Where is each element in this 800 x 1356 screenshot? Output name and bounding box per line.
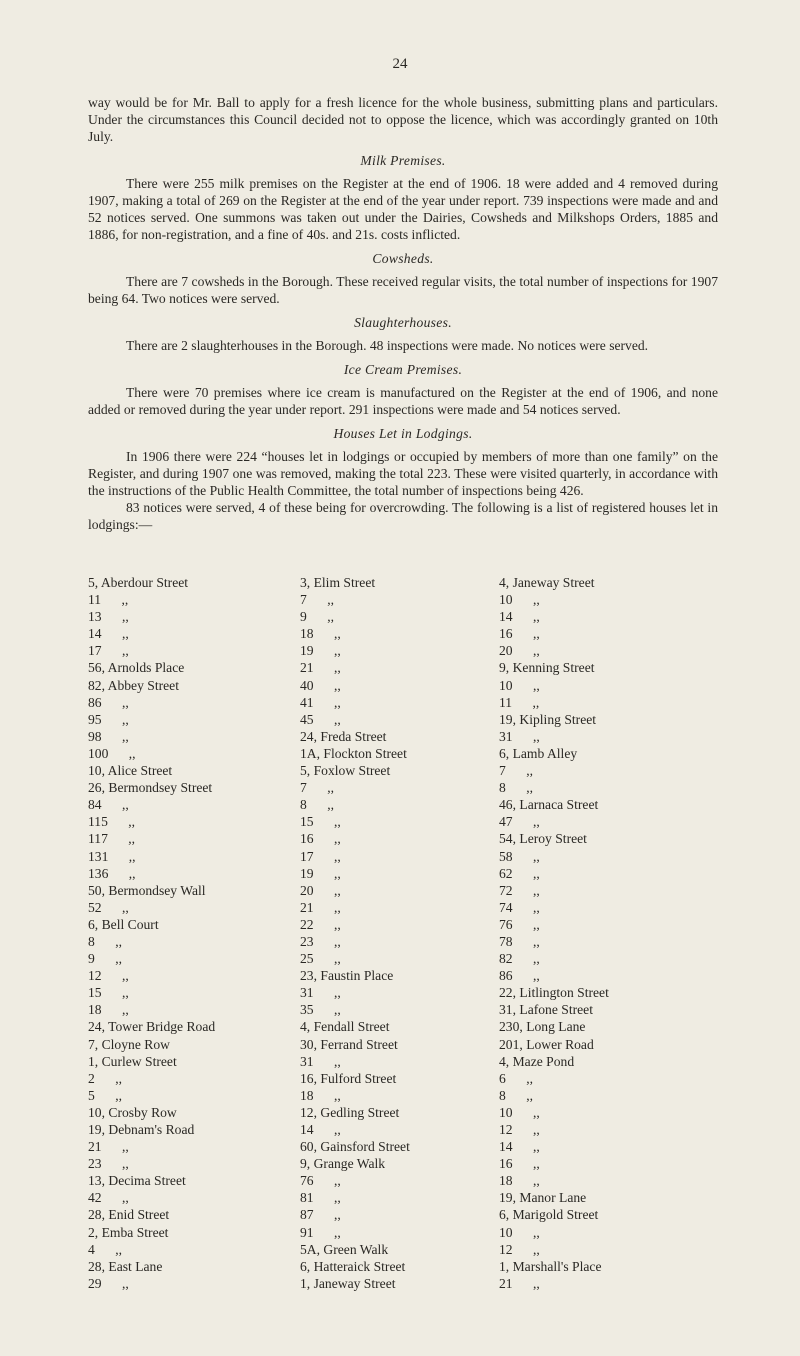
list-row bbox=[88, 1258, 718, 1275]
house-entry: 17 ,, bbox=[88, 643, 129, 659]
house-entry: 16 ,, bbox=[300, 831, 341, 847]
house-entry: 52 ,, bbox=[88, 899, 129, 915]
house-entry: 8 ,, bbox=[300, 797, 334, 813]
house-entry: 16 ,, bbox=[499, 626, 540, 642]
house-entry: 2, Emba Street bbox=[88, 1224, 169, 1240]
house-entry: 6, Hatteraick Street bbox=[300, 1258, 406, 1274]
house-entry: 82, Abbey Street bbox=[88, 677, 179, 693]
house-entry: 19 ,, bbox=[300, 865, 341, 881]
house-entry: 16, Fulford Street bbox=[300, 1070, 397, 1086]
house-entry: 12 ,, bbox=[88, 968, 129, 984]
house-entry: 21 ,, bbox=[88, 1139, 129, 1155]
house-entry: 12 ,, bbox=[499, 1241, 540, 1257]
house-entry: 91 ,, bbox=[300, 1224, 341, 1240]
house-entry: 21 ,, bbox=[300, 660, 341, 676]
list-row bbox=[88, 1241, 718, 1258]
house-entry: 19, Manor Lane bbox=[499, 1190, 587, 1206]
house-entry: 14 ,, bbox=[499, 609, 540, 625]
house-entry: 7 ,, bbox=[300, 780, 334, 796]
house-entry: 131 ,, bbox=[88, 848, 136, 864]
house-entry: 5, Foxlow Street bbox=[300, 763, 391, 779]
house-entry: 14 ,, bbox=[499, 1139, 540, 1155]
list-row bbox=[88, 779, 718, 796]
house-entry: 23 ,, bbox=[300, 933, 341, 949]
house-entry: 8 ,, bbox=[88, 933, 122, 949]
house-entry: 14 ,, bbox=[300, 1122, 341, 1137]
house-entry: 74 ,, bbox=[499, 899, 540, 915]
house-entry: 10 ,, bbox=[499, 1224, 540, 1240]
house-entry: 9, Kenning Street bbox=[499, 660, 595, 676]
house-entry: 7, Cloyne Row bbox=[88, 1036, 170, 1052]
house-entry: 56, Arnolds Place bbox=[88, 660, 185, 676]
house-entry: 16 ,, bbox=[499, 1156, 540, 1172]
milk-premises-paragraph: There were 255 milk premises on the Register at the end of 1906. 18 were added and 4 removed during 1907, making a total of 269 on the Register at the end of the year under report. 739 inspections were made and and 52 notices served. One summons was taken out under the Dairies, Cowsheds and Milkshops Orders, 1885 and 1886, for non-registration, and a fine of 40s. and 21s. costs inflicted. bbox=[88, 176, 718, 242]
house-entry: 10 ,, bbox=[499, 677, 540, 693]
house-entry: 13, Decima Street bbox=[88, 1173, 186, 1189]
house-entry: 86 ,, bbox=[499, 968, 540, 984]
house-entry: 4 ,, bbox=[88, 1241, 122, 1257]
list-row bbox=[88, 899, 718, 916]
house-entry: 11 ,, bbox=[499, 694, 540, 710]
house-entry: 15 ,, bbox=[88, 985, 129, 1001]
house-entry: 230, Long Lane bbox=[499, 1019, 586, 1035]
house-entry: 84 ,, bbox=[88, 797, 129, 813]
list-row bbox=[88, 591, 718, 608]
house-entry: 45 ,, bbox=[300, 711, 341, 727]
house-entry: 10, Alice Street bbox=[88, 763, 173, 779]
house-entry: 18 ,, bbox=[499, 1173, 540, 1189]
house-entry: 4, Maze Pond bbox=[499, 1053, 575, 1069]
house-entry: 11 ,, bbox=[88, 592, 129, 608]
house-entry: 5 ,, bbox=[88, 1087, 122, 1103]
house-entry: 29 ,, bbox=[88, 1275, 129, 1291]
house-entry: 25 ,, bbox=[300, 951, 341, 967]
house-entry: 9 ,, bbox=[88, 951, 122, 967]
house-entry: 6 ,, bbox=[499, 1070, 533, 1086]
intro-paragraph: way would be for Mr. Ball to apply for a fresh licence for the whole business, submitting plans and particulars. Under the circumstances this Council decided not to oppose the licence, which was accordingly granted on 10th July. bbox=[88, 95, 718, 144]
house-entry: 46, Larnaca Street bbox=[499, 797, 599, 813]
house-entry: 50, Bermondsey Wall bbox=[88, 882, 206, 898]
house-entry: 40 ,, bbox=[300, 677, 341, 693]
house-entry: 47 ,, bbox=[499, 814, 540, 830]
house-entry: 6, Lamb Alley bbox=[499, 745, 578, 761]
house-entry: 18 ,, bbox=[88, 1002, 129, 1018]
house-entry: 22, Litlington Street bbox=[499, 985, 609, 1001]
house-entry: 1A, Flockton Street bbox=[300, 745, 407, 761]
house-entry: 201, Lower Road bbox=[499, 1036, 594, 1052]
list-row bbox=[88, 830, 718, 847]
list-row bbox=[88, 1087, 718, 1104]
house-entry: 14 ,, bbox=[88, 626, 129, 642]
house-entry: 10 ,, bbox=[499, 1104, 540, 1120]
house-entry: 6, Marigold Street bbox=[499, 1207, 599, 1223]
list-row bbox=[88, 745, 718, 762]
list-row bbox=[88, 1155, 718, 1172]
house-entry: 31 ,, bbox=[300, 985, 341, 1001]
list-row bbox=[88, 1189, 718, 1206]
house-entry: 117 ,, bbox=[88, 831, 136, 847]
house-entry: 2 ,, bbox=[88, 1070, 122, 1086]
house-entry: 4, Fendall Street bbox=[300, 1019, 390, 1035]
house-entry: 31 ,, bbox=[300, 1053, 341, 1069]
list-row bbox=[88, 762, 718, 779]
list-row bbox=[88, 1001, 718, 1018]
list-row bbox=[88, 865, 718, 882]
house-entry: 23, Faustin Place bbox=[300, 968, 394, 984]
page-number: 24 bbox=[392, 56, 408, 72]
house-entry: 8 ,, bbox=[499, 780, 533, 796]
house-entry: 17 ,, bbox=[300, 848, 341, 864]
house-entry: 23 ,, bbox=[88, 1156, 129, 1172]
lodgings-paragraph-2: 83 notices were served, 4 of these being for overcrowding. The following is a list of registered houses let in lodgings:— bbox=[88, 500, 718, 532]
list-row bbox=[88, 1018, 718, 1035]
list-row bbox=[88, 1121, 718, 1138]
house-entry: 18 ,, bbox=[300, 1087, 341, 1103]
house-entry: 81 ,, bbox=[300, 1190, 341, 1206]
list-row bbox=[88, 933, 718, 950]
list-row bbox=[88, 625, 718, 642]
heading-houses-let-in-lodgings: Houses Let in Lodgings. bbox=[333, 426, 473, 441]
heading-slaughterhouses: Slaughterhouses. bbox=[354, 315, 452, 330]
house-entry: 60, Gainsford Street bbox=[300, 1139, 410, 1155]
house-entry: 86 ,, bbox=[88, 694, 129, 710]
house-entry: 8 ,, bbox=[499, 1087, 533, 1103]
slaughterhouses-paragraph: There are 2 slaughterhouses in the Borough. 48 inspections were made. No notices were served. bbox=[126, 338, 649, 353]
house-entry: 98 ,, bbox=[88, 728, 129, 744]
house-entry: 5, Aberdour Street bbox=[88, 575, 189, 590]
house-entry: 7 ,, bbox=[499, 763, 533, 779]
house-entry: 20 ,, bbox=[499, 643, 540, 659]
house-entry: 62 ,, bbox=[499, 865, 540, 881]
house-entry: 76 ,, bbox=[499, 916, 540, 932]
list-row bbox=[88, 984, 718, 1001]
house-entry: 28, East Lane bbox=[88, 1258, 163, 1274]
list-row bbox=[88, 694, 718, 711]
house-entry: 31, Lafone Street bbox=[499, 1002, 593, 1018]
list-row bbox=[88, 659, 718, 676]
house-entry: 15 ,, bbox=[300, 814, 341, 830]
lodgings-paragraph-1: In 1906 there were 224 “houses let in lodgings or occupied by members of more than one family” on the Register, and during 1907 one was removed, making the total 223. These were visited quarterly, in accordance with the instructions of the Public Health Committee, the total number of inspections being 426. bbox=[88, 449, 718, 498]
house-entry: 12, Gedling Street bbox=[300, 1104, 400, 1120]
list-row bbox=[88, 642, 718, 659]
list-row bbox=[88, 1070, 718, 1087]
list-row bbox=[88, 848, 718, 865]
house-entry: 21 ,, bbox=[300, 899, 341, 915]
house-entry: 28, Enid Street bbox=[88, 1207, 170, 1223]
house-entry: 115 ,, bbox=[88, 814, 136, 830]
list-row bbox=[88, 1275, 718, 1292]
heading-ice-cream-premises: Ice Cream Premises. bbox=[343, 362, 463, 377]
house-entry: 19, Kipling Street bbox=[499, 711, 597, 727]
heading-milk-premises: Milk Premises. bbox=[360, 153, 446, 168]
body-text bbox=[88, 94, 718, 533]
house-entry: 30, Ferrand Street bbox=[300, 1036, 398, 1052]
house-entry: 13 ,, bbox=[88, 609, 129, 625]
house-entry: 24, Tower Bridge Road bbox=[88, 1019, 216, 1035]
house-entry: 7 ,, bbox=[300, 592, 334, 608]
list-row bbox=[88, 882, 718, 899]
house-entry: 35 ,, bbox=[300, 1002, 341, 1018]
list-row bbox=[88, 1104, 718, 1121]
house-entry: 24, Freda Street bbox=[300, 728, 387, 744]
house-entry: 58 ,, bbox=[499, 848, 540, 864]
house-entry: 26, Bermondsey Street bbox=[88, 780, 213, 796]
list-row bbox=[88, 574, 718, 591]
house-entry: 87 ,, bbox=[300, 1207, 341, 1223]
house-entry: 1, Janeway Street bbox=[300, 1275, 396, 1291]
list-row bbox=[88, 950, 718, 967]
house-entry: 19, Debnam's Road bbox=[88, 1122, 195, 1137]
house-entry: 54, Leroy Street bbox=[499, 831, 587, 847]
house-entry: 20 ,, bbox=[300, 882, 341, 898]
list-row bbox=[88, 1138, 718, 1155]
house-entry: 95 ,, bbox=[88, 711, 129, 727]
house-entry: 10 ,, bbox=[499, 592, 540, 608]
list-row bbox=[88, 677, 718, 694]
registered-houses-list bbox=[88, 574, 718, 1292]
list-row bbox=[88, 796, 718, 813]
list-row bbox=[88, 608, 718, 625]
house-entry: 6, Bell Court bbox=[88, 916, 159, 932]
list-row bbox=[88, 1224, 718, 1241]
house-entry: 1, Marshall's Place bbox=[499, 1258, 602, 1274]
house-entry: 22 ,, bbox=[300, 916, 341, 932]
house-entry: 21 ,, bbox=[499, 1275, 540, 1291]
cowsheds-paragraph: There are 7 cowsheds in the Borough. These received regular visits, the total number of inspections for 1907 being 64. Two notices were served. bbox=[88, 274, 718, 306]
house-entry: 82 ,, bbox=[499, 951, 540, 967]
house-entry: 19 ,, bbox=[300, 643, 341, 659]
house-entry: 1, Curlew Street bbox=[88, 1053, 177, 1069]
house-entry: 41 ,, bbox=[300, 694, 341, 710]
list-row bbox=[88, 916, 718, 933]
house-entry: 72 ,, bbox=[499, 882, 540, 898]
list-row bbox=[88, 967, 718, 984]
house-entry: 42 ,, bbox=[88, 1190, 129, 1206]
list-row bbox=[88, 1053, 718, 1070]
house-entry: 18 ,, bbox=[300, 626, 341, 642]
list-row bbox=[88, 1172, 718, 1189]
list-row bbox=[88, 711, 718, 728]
house-entry: 12 ,, bbox=[499, 1122, 540, 1137]
ice-cream-paragraph: There were 70 premises where ice cream is manufactured on the Register at the end of 1906, and none added or removed during the year under report. 291 inspections were made and 54 notices served. bbox=[88, 385, 718, 417]
house-entry: 10, Crosby Row bbox=[88, 1104, 177, 1120]
house-entry: 76 ,, bbox=[300, 1173, 341, 1189]
house-entry: 78 ,, bbox=[499, 933, 540, 949]
house-entry: 9 ,, bbox=[300, 609, 334, 625]
house-entry: 9, Grange Walk bbox=[300, 1156, 386, 1172]
list-row bbox=[88, 813, 718, 830]
house-entry: 3, Elim Street bbox=[300, 575, 376, 590]
house-entry: 4, Janeway Street bbox=[499, 575, 595, 590]
list-row bbox=[88, 1206, 718, 1223]
house-entry: 136 ,, bbox=[88, 865, 136, 881]
house-entry: 31 ,, bbox=[499, 728, 540, 744]
list-row bbox=[88, 728, 718, 745]
house-entry: 100 ,, bbox=[88, 745, 136, 761]
list-row bbox=[88, 1036, 718, 1053]
house-entry: 5A, Green Walk bbox=[300, 1241, 389, 1257]
heading-cowsheds: Cowsheds. bbox=[372, 251, 434, 266]
